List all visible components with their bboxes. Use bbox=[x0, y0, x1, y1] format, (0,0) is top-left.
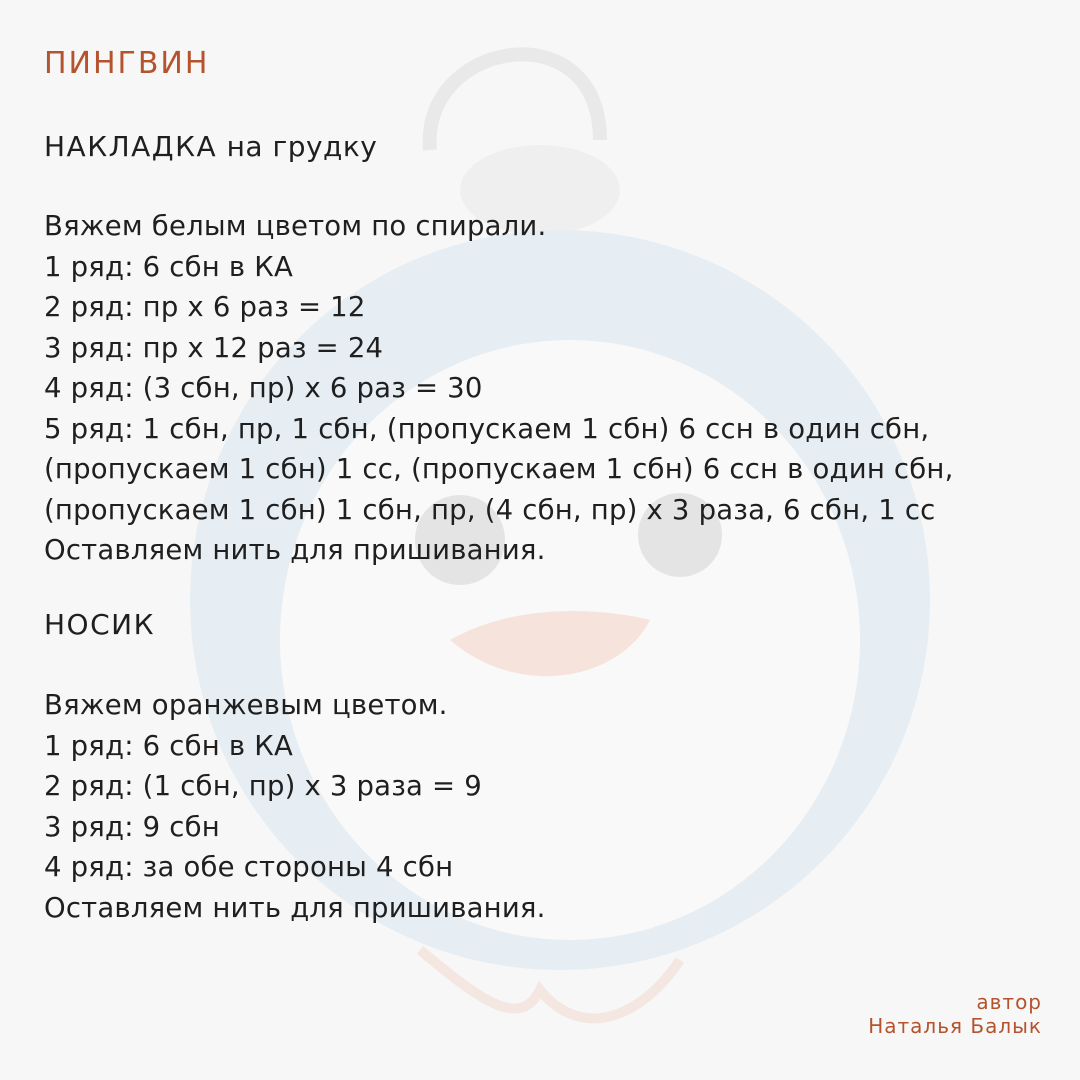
instruction-line: Вяжем белым цветом по спирали. bbox=[44, 210, 547, 242]
instruction-line: Оставляем нить для пришивания. bbox=[44, 891, 546, 924]
instruction-line: 3 ряд: пр х 12 раз = 24 bbox=[44, 331, 384, 364]
section-heading-main: НАКЛАДКА bbox=[44, 130, 218, 163]
instruction-line: (пропускаем 1 сбн) 1 сс, (пропускаем 1 сбн) 6 ссн в один сбн, bbox=[44, 453, 954, 485]
instruction-line: 1 ряд: 6 сбн в КА bbox=[44, 250, 293, 283]
instruction-line: 4 ряд: за обе стороны 4 сбн bbox=[44, 851, 454, 883]
hanging-loop bbox=[430, 54, 600, 150]
section-heading-chest-patch bbox=[44, 130, 377, 163]
chest-patch-instructions bbox=[44, 206, 954, 571]
instruction-line: Оставляем нить для пришивания. bbox=[44, 534, 546, 566]
instruction-line: (пропускаем 1 сбн) 1 сбн, пр, (4 сбн, пр) х 3 раза, 6 сбн, 1 сс bbox=[44, 493, 936, 526]
author-label: автор bbox=[976, 990, 1042, 1014]
instruction-line: 2 ряд: (1 сбн, пр) х 3 раза = 9 bbox=[44, 770, 482, 802]
instruction-line: Вяжем оранжевым цветом. bbox=[44, 689, 448, 721]
section-heading-nose: НОСИК bbox=[44, 608, 155, 641]
page-title: ПИНГВИН bbox=[44, 46, 210, 81]
nose-instructions bbox=[44, 685, 546, 928]
instruction-line: 1 ряд: 6 сбн в КА bbox=[44, 729, 293, 762]
instruction-line: 5 ряд: 1 сбн, пр, 1 сбн, (пропускаем 1 сбн) 6 ссн в один сбн, bbox=[44, 412, 930, 445]
author-credit bbox=[868, 990, 1042, 1038]
author-name: Наталья Балык bbox=[868, 1014, 1042, 1038]
instruction-line: 3 ряд: 9 сбн bbox=[44, 810, 220, 843]
instruction-line: 2 ряд: пр х 6 раз = 12 bbox=[44, 291, 366, 323]
instruction-line: 4 ряд: (3 сбн, пр) х 6 раз = 30 bbox=[44, 372, 483, 404]
section-heading-rest: на грудку bbox=[217, 130, 378, 163]
